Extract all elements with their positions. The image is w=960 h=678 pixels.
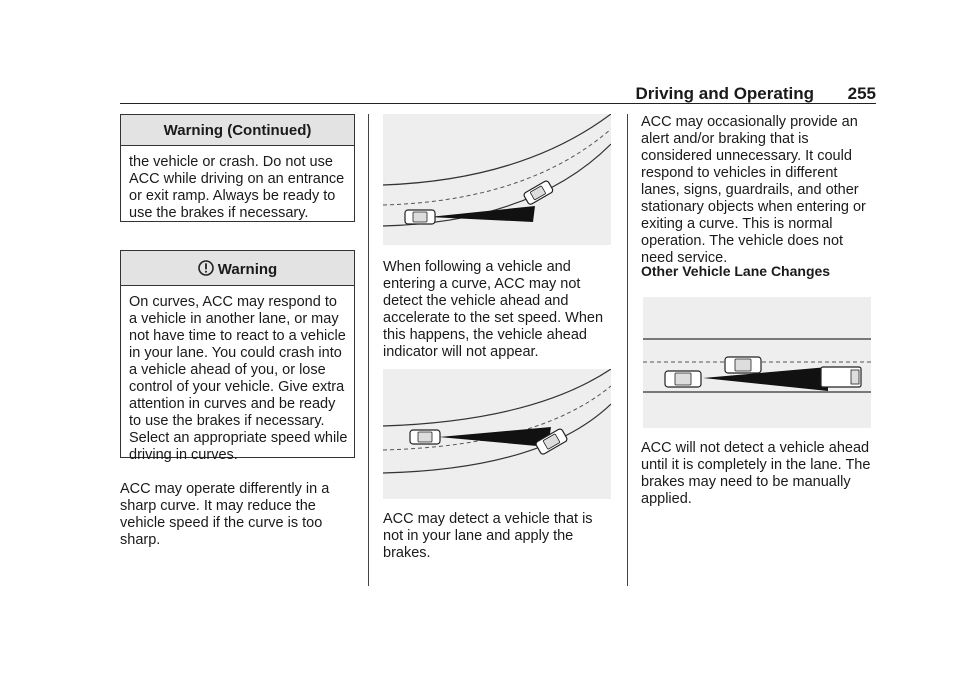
curve-paragraph: ACC may operate differently in a sharp curve. It may reduce the vehicle speed if the curve is too sharp.: [120, 481, 330, 548]
warning-title: Warning (Continued): [121, 115, 354, 146]
column-divider-right: [627, 114, 628, 586]
warning-header: [121, 251, 354, 286]
curve-following-illustration: [383, 114, 611, 245]
page-number: 255: [847, 84, 876, 103]
curve-other-lane-illustration: [383, 369, 611, 499]
warning-box: [120, 250, 355, 463]
warning-box-continued: [120, 114, 355, 222]
unnecessary-alert-paragraph: ACC may occasionally provide an alert and/or braking that is considered unnecessary. It could respond to vehicles in different lanes, signs, guardrails, and other stationary objects when entering or exiting a curve. This is normal operation. The vehicle does not need service.: [641, 114, 866, 266]
section-title: Driving and Operating: [635, 84, 814, 103]
page-header: [120, 84, 876, 104]
lane-change-subheading: Other Vehicle Lane Changes: [641, 263, 831, 279]
warning-title: Warning: [217, 261, 278, 278]
lane-change-illustration: [643, 297, 871, 428]
warning-icon: [198, 260, 214, 276]
warning-body: On curves, ACC may respond to a vehicle in another lane, or may not have time to react to a vehicle in your lane. You could crash into a vehicle ahead of you, or lose control of your vehicle. Give extra attention in curves and be ready to use the brakes if necessary. Select an appropriate speed while driving in curves.: [129, 294, 348, 463]
lane-detection-paragraph: ACC will not detect a vehicle ahead until it is completely in the lane. The brakes may need to be manually applied.: [641, 440, 871, 507]
warning-body: the vehicle or crash. Do not use ACC while driving on an entrance or exit ramp. Always be ready to use the brakes if necessary.: [129, 154, 345, 221]
following-vehicle-paragraph: When following a vehicle and entering a curve, ACC may not detect the vehicle ahead and accelerate to the set speed. When this happens, the vehicle ahead indicator will not appear.: [383, 259, 604, 360]
column-divider-left: [368, 114, 369, 586]
other-lane-paragraph: ACC may detect a vehicle that is not in your lane and apply the brakes.: [383, 511, 593, 561]
